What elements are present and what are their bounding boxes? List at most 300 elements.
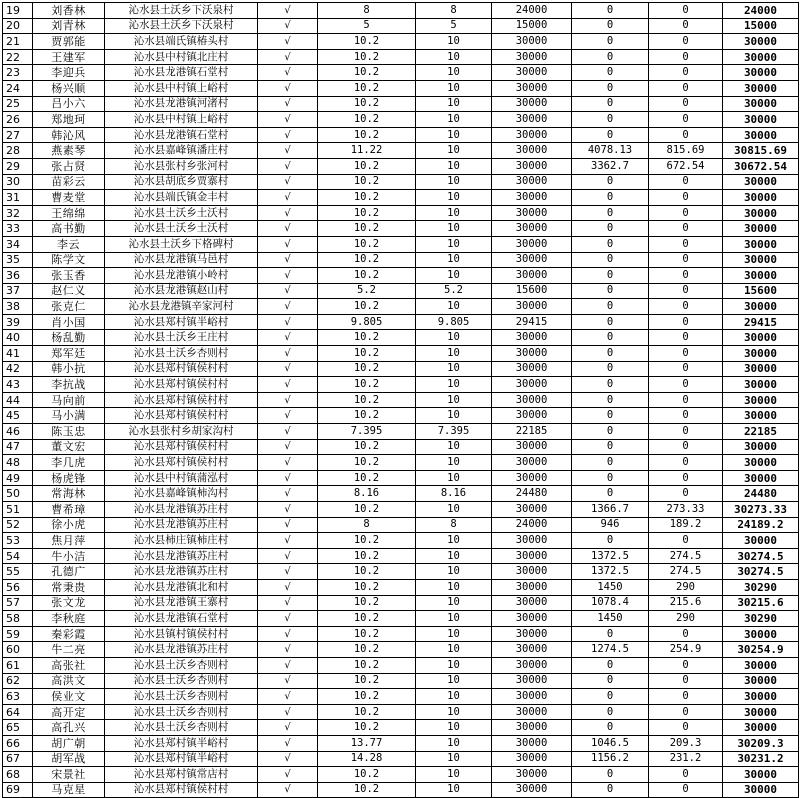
table-row	[3, 579, 799, 595]
address-cell: 沁水县龙港镇马邑村	[105, 252, 258, 268]
extra-subsidy-cell: 0	[572, 455, 649, 471]
amount-cell: 30000	[492, 392, 572, 408]
row-number-cell: 52	[3, 517, 33, 533]
table-row	[3, 564, 799, 580]
area-cell: 10.2	[318, 626, 416, 642]
total-cell: 29415	[723, 314, 799, 330]
area-cell: 10.2	[318, 720, 416, 736]
row-number-cell: 61	[3, 657, 33, 673]
extra-subsidy-cell: 1046.5	[572, 735, 649, 751]
area-cell: 10.2	[318, 112, 416, 128]
area-cell: 14.28	[318, 751, 416, 767]
name-cell: 高开定	[33, 704, 105, 720]
row-number-cell: 35	[3, 252, 33, 268]
name-cell: 郑军廷	[33, 346, 105, 362]
table-row	[3, 517, 799, 533]
check-mark-cell: √	[258, 720, 318, 736]
row-number-cell: 47	[3, 439, 33, 455]
name-cell: 王绵绵	[33, 205, 105, 221]
subsidized-area-cell: 10	[416, 502, 492, 518]
name-cell: 李几虎	[33, 455, 105, 471]
amount-cell: 30000	[492, 595, 572, 611]
amount-cell: 30000	[492, 205, 572, 221]
check-mark-cell: √	[258, 424, 318, 440]
row-number-cell: 65	[3, 720, 33, 736]
subsidized-area-cell: 10	[416, 80, 492, 96]
extra-subsidy-share-cell: 0	[649, 252, 723, 268]
total-cell: 30000	[723, 455, 799, 471]
amount-cell: 30000	[492, 174, 572, 190]
total-cell: 24189.2	[723, 517, 799, 533]
area-cell: 5.2	[318, 283, 416, 299]
table-row	[3, 548, 799, 564]
amount-cell: 29415	[492, 314, 572, 330]
row-number-cell: 28	[3, 143, 33, 159]
amount-cell: 30000	[492, 361, 572, 377]
amount-cell: 30000	[492, 65, 572, 81]
extra-subsidy-share-cell: 0	[649, 767, 723, 783]
table-row	[3, 3, 799, 19]
address-cell: 沁水县郑村镇半峪村	[105, 314, 258, 330]
check-mark-cell: √	[258, 143, 318, 159]
address-cell: 沁水县土沃乡下沃泉村	[105, 18, 258, 34]
address-cell: 沁水县土沃乡杏则村	[105, 346, 258, 362]
amount-cell: 30000	[492, 751, 572, 767]
name-cell: 张玉香	[33, 268, 105, 284]
extra-subsidy-cell: 1450	[572, 611, 649, 627]
row-number-cell: 64	[3, 704, 33, 720]
subsidized-area-cell: 10	[416, 455, 492, 471]
table-row	[3, 424, 799, 440]
extra-subsidy-share-cell: 0	[649, 18, 723, 34]
amount-cell: 30000	[492, 689, 572, 705]
check-mark-cell: √	[258, 533, 318, 549]
amount-cell: 15000	[492, 18, 572, 34]
extra-subsidy-share-cell: 0	[649, 268, 723, 284]
subsidized-area-cell: 10	[416, 751, 492, 767]
area-cell: 10.2	[318, 361, 416, 377]
amount-cell: 30000	[492, 470, 572, 486]
check-mark-cell: √	[258, 392, 318, 408]
name-cell: 马克星	[33, 782, 105, 798]
row-number-cell: 57	[3, 595, 33, 611]
amount-cell: 24480	[492, 486, 572, 502]
address-cell: 沁水县张村乡胡家沟村	[105, 424, 258, 440]
row-number-cell: 34	[3, 236, 33, 252]
amount-cell: 15600	[492, 283, 572, 299]
extra-subsidy-share-cell: 0	[649, 439, 723, 455]
check-mark-cell: √	[258, 268, 318, 284]
row-number-cell: 25	[3, 96, 33, 112]
total-cell: 15000	[723, 18, 799, 34]
total-cell: 30209.3	[723, 735, 799, 751]
amount-cell: 30000	[492, 673, 572, 689]
row-number-cell: 21	[3, 34, 33, 50]
amount-cell: 30000	[492, 642, 572, 658]
extra-subsidy-share-cell: 0	[649, 361, 723, 377]
address-cell: 沁水县端氏镇金丰村	[105, 190, 258, 206]
extra-subsidy-cell: 0	[572, 174, 649, 190]
name-cell: 陈学文	[33, 252, 105, 268]
check-mark-cell: √	[258, 486, 318, 502]
address-cell: 沁水县龙港镇苏庄村	[105, 548, 258, 564]
total-cell: 30000	[723, 49, 799, 65]
address-cell: 沁水县中村镇上峪村	[105, 80, 258, 96]
row-number-cell: 42	[3, 361, 33, 377]
subsidized-area-cell: 10	[416, 252, 492, 268]
address-cell: 沁水县龙港镇赵山村	[105, 283, 258, 299]
total-cell: 30000	[723, 96, 799, 112]
extra-subsidy-share-cell: 0	[649, 346, 723, 362]
extra-subsidy-cell: 0	[572, 673, 649, 689]
name-cell: 张占贤	[33, 158, 105, 174]
table-row	[3, 34, 799, 50]
check-mark-cell: √	[258, 782, 318, 798]
row-number-cell: 49	[3, 470, 33, 486]
subsidized-area-cell: 10	[416, 96, 492, 112]
area-cell: 8	[318, 3, 416, 19]
area-cell: 11.22	[318, 143, 416, 159]
subsidized-area-cell: 10	[416, 470, 492, 486]
name-cell: 李抗战	[33, 377, 105, 393]
name-cell: 张文龙	[33, 595, 105, 611]
total-cell: 30231.2	[723, 751, 799, 767]
amount-cell: 30000	[492, 548, 572, 564]
check-mark-cell: √	[258, 767, 318, 783]
table-row	[3, 767, 799, 783]
row-number-cell: 26	[3, 112, 33, 128]
table-row	[3, 236, 799, 252]
row-number-cell: 68	[3, 767, 33, 783]
extra-subsidy-cell: 1372.5	[572, 564, 649, 580]
extra-subsidy-share-cell: 0	[649, 533, 723, 549]
total-cell: 30000	[723, 221, 799, 237]
extra-subsidy-cell: 1156.2	[572, 751, 649, 767]
check-mark-cell: √	[258, 517, 318, 533]
check-mark-cell: √	[258, 548, 318, 564]
name-cell: 李云	[33, 236, 105, 252]
total-cell: 30000	[723, 34, 799, 50]
name-cell: 李秋庭	[33, 611, 105, 627]
extra-subsidy-cell: 0	[572, 439, 649, 455]
address-cell: 沁水县郑村镇侯村村	[105, 408, 258, 424]
area-cell: 10.2	[318, 408, 416, 424]
area-cell: 10.2	[318, 564, 416, 580]
total-cell: 30000	[723, 673, 799, 689]
address-cell: 沁水县龙港镇苏庄村	[105, 502, 258, 518]
name-cell: 李迎兵	[33, 65, 105, 81]
name-cell: 王建军	[33, 49, 105, 65]
subsidized-area-cell: 10	[416, 735, 492, 751]
table-row	[3, 252, 799, 268]
check-mark-cell: √	[258, 502, 318, 518]
extra-subsidy-cell: 0	[572, 18, 649, 34]
total-cell: 30215.6	[723, 595, 799, 611]
table-row	[3, 18, 799, 34]
total-cell: 30000	[723, 252, 799, 268]
extra-subsidy-cell: 0	[572, 392, 649, 408]
extra-subsidy-share-cell: 815.69	[649, 143, 723, 159]
table-row	[3, 533, 799, 549]
subsidized-area-cell: 10	[416, 579, 492, 595]
extra-subsidy-share-cell: 0	[649, 65, 723, 81]
check-mark-cell: √	[258, 283, 318, 299]
address-cell: 沁水县龙港镇王寨村	[105, 595, 258, 611]
extra-subsidy-cell: 0	[572, 767, 649, 783]
check-mark-cell: √	[258, 439, 318, 455]
total-cell: 30000	[723, 112, 799, 128]
address-cell: 沁水县土沃乡杏则村	[105, 657, 258, 673]
table-row	[3, 283, 799, 299]
name-cell: 高张社	[33, 657, 105, 673]
area-cell: 10.2	[318, 158, 416, 174]
total-cell: 30000	[723, 127, 799, 143]
subsidized-area-cell: 10	[416, 221, 492, 237]
area-cell: 10.2	[318, 689, 416, 705]
row-number-cell: 46	[3, 424, 33, 440]
extra-subsidy-cell: 0	[572, 408, 649, 424]
total-cell: 15600	[723, 283, 799, 299]
extra-subsidy-cell: 1274.5	[572, 642, 649, 658]
name-cell: 肖小国	[33, 314, 105, 330]
subsidized-area-cell: 10	[416, 143, 492, 159]
amount-cell: 30000	[492, 564, 572, 580]
address-cell: 沁水县郑村镇半峪村	[105, 751, 258, 767]
area-cell: 10.2	[318, 439, 416, 455]
extra-subsidy-share-cell: 0	[649, 626, 723, 642]
row-number-cell: 54	[3, 548, 33, 564]
subsidized-area-cell: 10	[416, 392, 492, 408]
extra-subsidy-share-cell: 0	[649, 486, 723, 502]
address-cell: 沁水县土沃乡杏则村	[105, 704, 258, 720]
extra-subsidy-share-cell: 0	[649, 174, 723, 190]
subsidized-area-cell: 10	[416, 533, 492, 549]
table-row	[3, 626, 799, 642]
check-mark-cell: √	[258, 190, 318, 206]
check-mark-cell: √	[258, 65, 318, 81]
total-cell: 30000	[723, 782, 799, 798]
total-cell: 30000	[723, 408, 799, 424]
subsidized-area-cell: 10	[416, 377, 492, 393]
amount-cell: 30000	[492, 455, 572, 471]
area-cell: 10.2	[318, 330, 416, 346]
extra-subsidy-share-cell: 0	[649, 80, 723, 96]
table-row	[3, 205, 799, 221]
check-mark-cell: √	[258, 34, 318, 50]
name-cell: 贾郭能	[33, 34, 105, 50]
extra-subsidy-cell: 0	[572, 720, 649, 736]
amount-cell: 24000	[492, 3, 572, 19]
amount-cell: 30000	[492, 735, 572, 751]
check-mark-cell: √	[258, 49, 318, 65]
name-cell: 牛二亮	[33, 642, 105, 658]
name-cell: 侯业文	[33, 689, 105, 705]
area-cell: 13.77	[318, 735, 416, 751]
amount-cell: 30000	[492, 34, 572, 50]
subsidized-area-cell: 10	[416, 174, 492, 190]
table-row	[3, 143, 799, 159]
extra-subsidy-share-cell: 273.33	[649, 502, 723, 518]
area-cell: 10.2	[318, 673, 416, 689]
amount-cell: 24000	[492, 517, 572, 533]
amount-cell: 30000	[492, 49, 572, 65]
table-row	[3, 642, 799, 658]
check-mark-cell: √	[258, 80, 318, 96]
address-cell: 沁水县镇村镇侯村村	[105, 626, 258, 642]
total-cell: 30290	[723, 579, 799, 595]
extra-subsidy-cell: 0	[572, 49, 649, 65]
row-number-cell: 36	[3, 268, 33, 284]
extra-subsidy-share-cell: 0	[649, 424, 723, 440]
check-mark-cell: √	[258, 689, 318, 705]
name-cell: 牛小洁	[33, 548, 105, 564]
area-cell: 10.2	[318, 377, 416, 393]
table-row	[3, 314, 799, 330]
check-mark-cell: √	[258, 455, 318, 471]
subsidized-area-cell: 10	[416, 236, 492, 252]
subsidized-area-cell: 10	[416, 65, 492, 81]
row-number-cell: 43	[3, 377, 33, 393]
name-cell: 杨兴顺	[33, 80, 105, 96]
row-number-cell: 45	[3, 408, 33, 424]
name-cell: 秦彩霞	[33, 626, 105, 642]
subsidized-area-cell: 10	[416, 49, 492, 65]
extra-subsidy-cell: 0	[572, 190, 649, 206]
subsidized-area-cell: 10	[416, 346, 492, 362]
subsidized-area-cell: 9.805	[416, 314, 492, 330]
address-cell: 沁水县郑村镇半峪村	[105, 735, 258, 751]
total-cell: 30290	[723, 611, 799, 627]
name-cell: 马向前	[33, 392, 105, 408]
address-cell: 沁水县郑村镇侯村村	[105, 439, 258, 455]
name-cell: 常秉贵	[33, 579, 105, 595]
extra-subsidy-cell: 0	[572, 470, 649, 486]
total-cell: 30815.69	[723, 143, 799, 159]
check-mark-cell: √	[258, 299, 318, 315]
extra-subsidy-share-cell: 0	[649, 704, 723, 720]
extra-subsidy-cell: 0	[572, 236, 649, 252]
area-cell: 10.2	[318, 392, 416, 408]
check-mark-cell: √	[258, 112, 318, 128]
extra-subsidy-cell: 0	[572, 361, 649, 377]
subsidized-area-cell: 10	[416, 704, 492, 720]
total-cell: 30000	[723, 439, 799, 455]
area-cell: 10.2	[318, 704, 416, 720]
extra-subsidy-share-cell: 0	[649, 3, 723, 19]
extra-subsidy-cell: 0	[572, 221, 649, 237]
table-row	[3, 689, 799, 705]
amount-cell: 30000	[492, 346, 572, 362]
row-number-cell: 40	[3, 330, 33, 346]
row-number-cell: 48	[3, 455, 33, 471]
extra-subsidy-share-cell: 0	[649, 314, 723, 330]
name-cell: 赵仁义	[33, 283, 105, 299]
total-cell: 22185	[723, 424, 799, 440]
row-number-cell: 66	[3, 735, 33, 751]
check-mark-cell: √	[258, 579, 318, 595]
table-row	[3, 127, 799, 143]
amount-cell: 30000	[492, 96, 572, 112]
area-cell: 8.16	[318, 486, 416, 502]
subsidized-area-cell: 5.2	[416, 283, 492, 299]
extra-subsidy-cell: 0	[572, 34, 649, 50]
subsidized-area-cell: 10	[416, 595, 492, 611]
total-cell: 30000	[723, 626, 799, 642]
address-cell: 沁水县龙港镇河渚村	[105, 96, 258, 112]
extra-subsidy-share-cell: 0	[649, 283, 723, 299]
extra-subsidy-share-cell: 0	[649, 205, 723, 221]
check-mark-cell: √	[258, 470, 318, 486]
check-mark-cell: √	[258, 704, 318, 720]
extra-subsidy-share-cell: 209.3	[649, 735, 723, 751]
row-number-cell: 29	[3, 158, 33, 174]
subsidized-area-cell: 10	[416, 112, 492, 128]
amount-cell: 30000	[492, 439, 572, 455]
extra-subsidy-share-cell: 189.2	[649, 517, 723, 533]
extra-subsidy-share-cell: 274.5	[649, 564, 723, 580]
subsidized-area-cell: 10	[416, 564, 492, 580]
check-mark-cell: √	[258, 221, 318, 237]
extra-subsidy-cell: 0	[572, 283, 649, 299]
extra-subsidy-share-cell: 0	[649, 221, 723, 237]
extra-subsidy-share-cell: 0	[649, 34, 723, 50]
name-cell: 高书勤	[33, 221, 105, 237]
subsidized-area-cell: 10	[416, 268, 492, 284]
extra-subsidy-cell: 1078.4	[572, 595, 649, 611]
amount-cell: 30000	[492, 268, 572, 284]
extra-subsidy-share-cell: 0	[649, 49, 723, 65]
table-row	[3, 439, 799, 455]
subsidized-area-cell: 10	[416, 127, 492, 143]
extra-subsidy-share-cell: 215.6	[649, 595, 723, 611]
address-cell: 沁水县龙港镇石堂村	[105, 611, 258, 627]
extra-subsidy-share-cell: 0	[649, 470, 723, 486]
table-row	[3, 299, 799, 315]
extra-subsidy-share-cell: 0	[649, 112, 723, 128]
address-cell: 沁水县土沃乡下沃泉村	[105, 3, 258, 19]
total-cell: 30274.5	[723, 564, 799, 580]
table-row	[3, 408, 799, 424]
address-cell: 沁水县端氏镇椿头村	[105, 34, 258, 50]
subsidized-area-cell: 10	[416, 361, 492, 377]
extra-subsidy-cell: 0	[572, 80, 649, 96]
total-cell: 24480	[723, 486, 799, 502]
address-cell: 沁水县胡底乡贾寨村	[105, 174, 258, 190]
address-cell: 沁水县龙港镇苏庄村	[105, 517, 258, 533]
address-cell: 沁水县郑村镇侯村村	[105, 392, 258, 408]
row-number-cell: 62	[3, 673, 33, 689]
name-cell: 胡广朝	[33, 735, 105, 751]
table-row	[3, 190, 799, 206]
table-body	[3, 3, 799, 798]
area-cell: 10.2	[318, 767, 416, 783]
area-cell: 10.2	[318, 252, 416, 268]
row-number-cell: 32	[3, 205, 33, 221]
extra-subsidy-cell: 0	[572, 689, 649, 705]
table-row	[3, 657, 799, 673]
row-number-cell: 63	[3, 689, 33, 705]
name-cell: 张克仁	[33, 299, 105, 315]
area-cell: 7.395	[318, 424, 416, 440]
amount-cell: 30000	[492, 299, 572, 315]
extra-subsidy-share-cell: 231.2	[649, 751, 723, 767]
table-row	[3, 330, 799, 346]
name-cell: 常海林	[33, 486, 105, 502]
row-number-cell: 58	[3, 611, 33, 627]
area-cell: 10.2	[318, 174, 416, 190]
subsidy-table	[2, 2, 799, 798]
row-number-cell: 24	[3, 80, 33, 96]
